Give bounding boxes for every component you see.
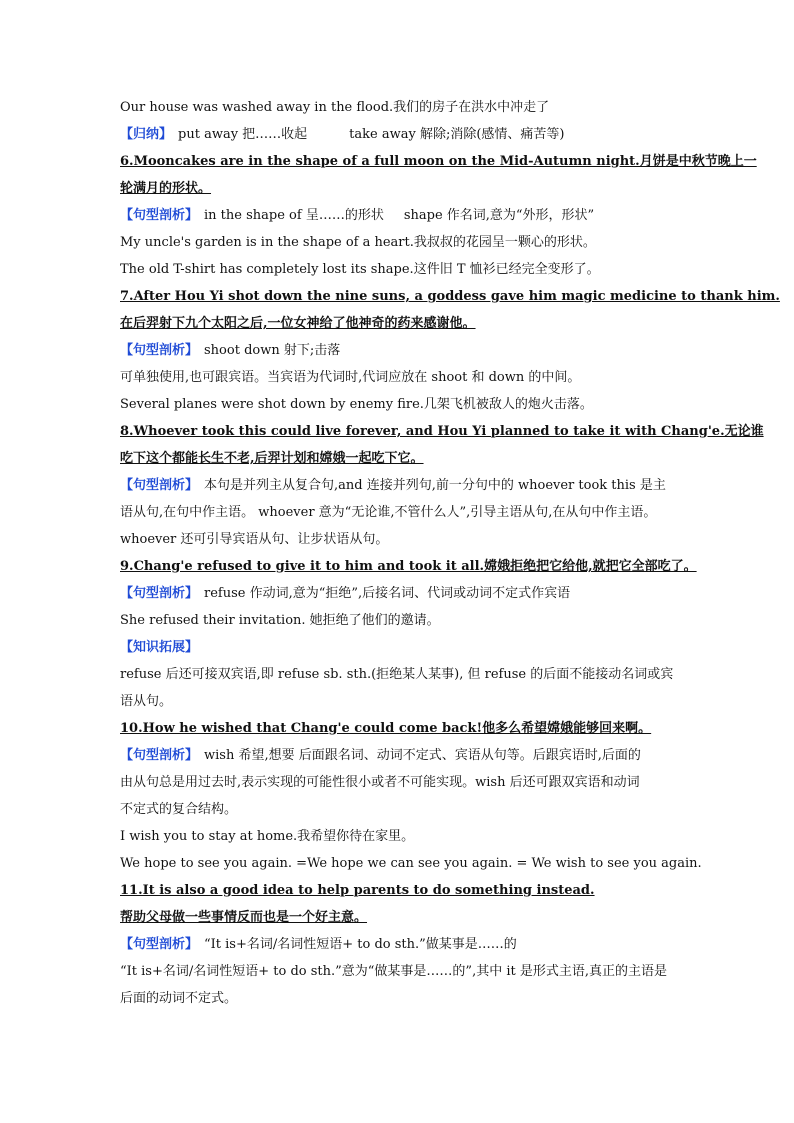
analysis-text: shoot down 射下;击落 (204, 343, 341, 358)
body-text: 后面的动词不定式。 (120, 991, 238, 1006)
body-text: “It is+名词/名词性短语+ to do sth.”意为“做某事是……的”,其中 it 是形式主语,真正的主语是 (120, 964, 667, 979)
analysis-tag: 【句型剖析】 (120, 937, 199, 952)
analysis-line (120, 472, 680, 499)
analysis-text: shape 作名词,意为“外形，形状” (403, 208, 595, 223)
analysis-text: refuse 作动词,意为“拒绝”,后接名词、代词或动词不定式作宾语 (204, 586, 571, 601)
analysis-line (120, 337, 680, 364)
example-sentence: She refused their invitation. 她拒绝了他们的邀请。 (120, 613, 440, 628)
body-text: 可单独使用,也可跟宾语。当宾语为代词时,代词应放在 shoot 和 down 的中间。 (120, 370, 581, 385)
sentence-heading: 11.It is also a good idea to help parents to do something instead. (120, 883, 595, 898)
analysis-text: wish 希望,想要 后面跟名词、动词不定式、宾语从句等。后跟宾语时,后面的 (204, 748, 641, 763)
sentence-heading: 10.How he wished that Chang'e could come back!他多么希望嫦娥能够回来啊。 (120, 721, 652, 736)
document-page (120, 94, 780, 1012)
summary-item: put away 把……收起 (178, 127, 308, 142)
summary-item: take away 解除;消除(感情、痛苦等) (349, 127, 565, 142)
analysis-text: 本句是并列主从复合句,and 连接并列句,前一分句中的 whoever took this 是主 (204, 478, 666, 493)
analysis-tag: 【句型剖析】 (120, 748, 199, 763)
sentence-heading: 在后羿射下九个太阳之后,一位女神给了他神奇的药来感谢他。 (120, 316, 476, 331)
body-text: 由从句总是用过去时,表示实现的可能性很小或者不可能实现。wish 后还可跟双宾语和动词 (120, 775, 640, 790)
example-sentence: We hope to see you again. =We hope we can see you again. = We wish to see you again. (120, 856, 702, 871)
sentence-heading: 吃下这个都能长生不老,后羿计划和嫦娥一起吃下它。 (120, 451, 424, 466)
analysis-text: “It is+名词/名词性短语+ to do sth.”做某事是……的 (204, 937, 517, 952)
analysis-tag: 【句型剖析】 (120, 343, 199, 358)
analysis-line (120, 742, 680, 769)
summary-tag: 【归纳】 (120, 127, 173, 142)
body-text: refuse 后还可接双宾语,即 refuse sb. sth.(拒绝某人某事), 但 refuse 的后面不能接动名词或宾 (120, 667, 674, 682)
sentence-heading: 9.Chang'e refused to give it to him and took it all.嫦娥拒绝把它给他,就把它全部吃了。 (120, 559, 697, 574)
extension-line (120, 634, 680, 661)
analysis-tag: 【句型剖析】 (120, 586, 199, 601)
sentence-heading: 8.Whoever took this could live forever, and Hou Yi planned to take it with Chang'e.无论谁 (120, 424, 764, 439)
analysis-text: in the shape of 呈……的形状 (204, 208, 384, 223)
analysis-line (120, 580, 680, 607)
body-text: 语从句。 (120, 694, 173, 709)
analysis-tag: 【句型剖析】 (120, 208, 199, 223)
summary-line (120, 121, 680, 148)
sentence-heading: 帮助父母做一些事情反而也是一个好主意。 (120, 910, 368, 925)
example-sentence: I wish you to stay at home.我希望你待在家里。 (120, 829, 415, 844)
analysis-line (120, 202, 680, 229)
sentence-heading: 轮满月的形状。 (120, 181, 212, 196)
example-sentence: Our house was washed away in the flood.我们的房子在洪水中冲走了 (120, 100, 550, 115)
analysis-tag: 【句型剖析】 (120, 478, 199, 493)
sentence-heading: 7.After Hou Yi shot down the nine suns, a goddess gave him magic medicine to thank him. (120, 289, 780, 304)
example-sentence: Several planes were shot down by enemy fire.几架飞机被敌人的炮火击落。 (120, 397, 593, 412)
example-sentence: The old T-shirt has completely lost its shape.这件旧 T 恤衫已经完全变形了。 (120, 262, 600, 277)
body-text: 不定式的复合结构。 (120, 802, 238, 817)
example-sentence: My uncle's garden is in the shape of a heart.我叔叔的花园呈一颗心的形状。 (120, 235, 596, 250)
body-text: 语从句,在句中作主语。 whoever 意为“无论谁,不管什么人”,引导主语从句,在从句中作主语。 (120, 505, 657, 520)
body-text: whoever 还可引导宾语从句、让步状语从句。 (120, 532, 389, 547)
sentence-heading: 6.Mooncakes are in the shape of a full moon on the Mid-Autumn night.月饼是中秋节晚上一 (120, 154, 757, 169)
extension-tag: 【知识拓展】 (120, 640, 199, 655)
analysis-line (120, 931, 680, 958)
